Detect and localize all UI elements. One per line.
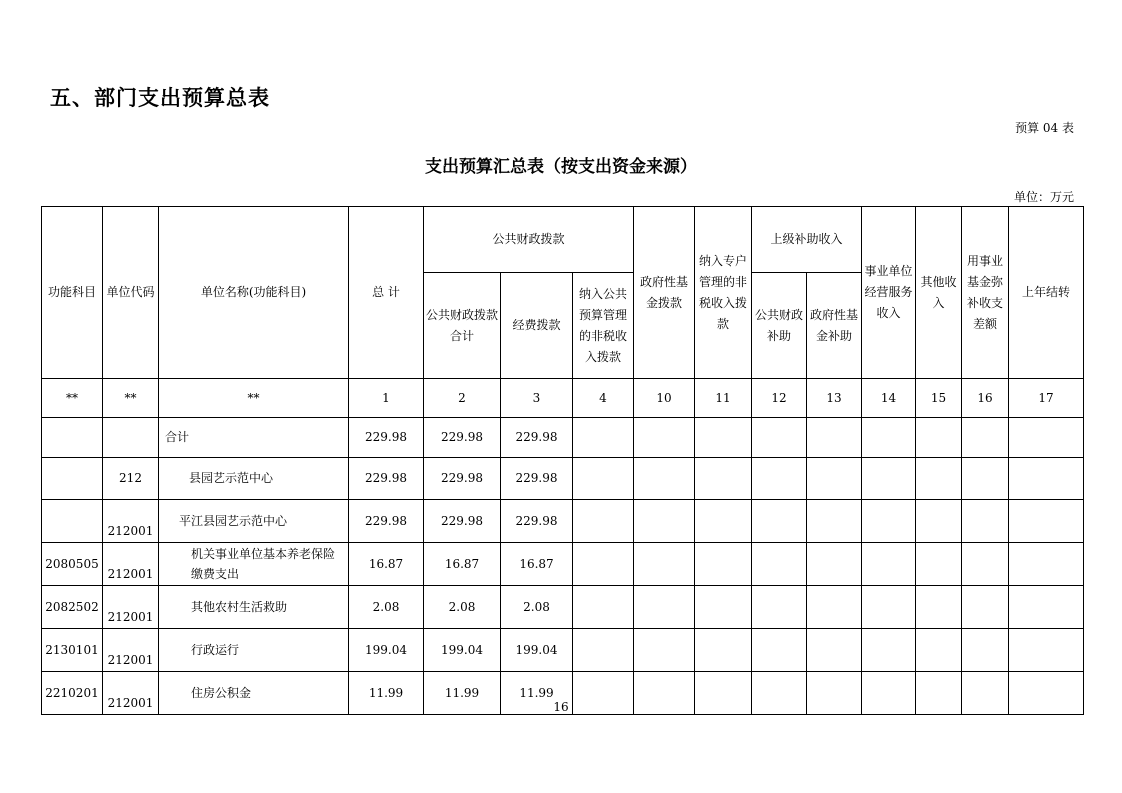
unit-name-cell: 机关事业单位基本养老保险缴费支出 [159, 543, 349, 586]
unit-code-cell: 212001 [103, 586, 159, 629]
pf-total-cell: 11.99 [424, 672, 501, 715]
func-code-cell: 2210201 [42, 672, 103, 715]
table-row-total [42, 418, 1084, 458]
header-unit-code: 单位代码 [103, 207, 159, 379]
func-code-cell: 2130101 [42, 629, 103, 672]
pf-total-cell: 229.98 [424, 418, 501, 458]
func-code-cell [42, 418, 103, 458]
header-nontax: 纳入公共预算管理的非税收入拨款 [573, 273, 634, 379]
col-number: 15 [916, 379, 962, 418]
funding-cell: 229.98 [501, 500, 573, 543]
header-gov-fund-subsidy: 政府性基金补助 [807, 273, 862, 379]
funding-cell: 199.04 [501, 629, 573, 672]
header-unit-name: 单位名称(功能科目) [159, 207, 349, 379]
header-public-finance-total: 公共财政拨款合计 [424, 273, 501, 379]
unit-name-cell: 平江县园艺示范中心 [159, 500, 349, 543]
funding-cell: 11.99 [501, 672, 573, 715]
col-number: 3 [501, 379, 573, 418]
unit-name-cell: 合计 [159, 418, 349, 458]
func-code-cell: 2080505 [42, 543, 103, 586]
unit-code-cell: 212 [103, 458, 159, 500]
pf-total-cell: 229.98 [424, 458, 501, 500]
col-number: ** [103, 379, 159, 418]
table-row [42, 500, 1084, 543]
func-code-cell [42, 500, 103, 543]
col-number: 13 [807, 379, 862, 418]
header-reserve-fund: 用事业基金弥补收支差额 [962, 207, 1009, 379]
col-number: 1 [349, 379, 424, 418]
total-cell: 229.98 [349, 458, 424, 500]
header-business-income: 事业单位经营服务收入 [862, 207, 916, 379]
col-number: 12 [752, 379, 807, 418]
column-number-row [42, 379, 1084, 418]
header-carryover: 上年结转 [1009, 207, 1084, 379]
total-cell: 11.99 [349, 672, 424, 715]
unit-code-cell: 212001 [103, 500, 159, 543]
funding-cell: 229.98 [501, 458, 573, 500]
header-total: 总 计 [349, 207, 424, 379]
pf-total-cell: 199.04 [424, 629, 501, 672]
header-func-code: 功能科目 [42, 207, 103, 379]
col-number: 4 [573, 379, 634, 418]
col-number: 2 [424, 379, 501, 418]
pf-total-cell: 16.87 [424, 543, 501, 586]
unit-label: 单位：万元 [1013, 190, 1074, 204]
header-public-subsidy: 公共财政补助 [752, 273, 807, 379]
header-other-income: 其他收入 [916, 207, 962, 379]
header-gov-fund: 政府性基金拨款 [634, 207, 695, 379]
header-row-1 [42, 207, 1084, 273]
funding-cell: 16.87 [501, 543, 573, 586]
form-number: 预算 04 表 [1015, 121, 1074, 135]
page-number: 16 [553, 700, 569, 714]
table-row [42, 629, 1084, 672]
header-superior-subsidy: 上级补助收入 [752, 207, 862, 273]
unit-code-cell: 212001 [103, 629, 159, 672]
funding-cell: 2.08 [501, 586, 573, 629]
table-row [42, 458, 1084, 500]
header-funding: 经费拨款 [501, 273, 573, 379]
funding-cell: 229.98 [501, 418, 573, 458]
unit-name-cell: 县园艺示范中心 [159, 458, 349, 500]
table-title: 支出预算汇总表（按支出资金来源） [425, 157, 697, 177]
col-number: 17 [1009, 379, 1084, 418]
func-code-cell: 2082502 [42, 586, 103, 629]
header-special-nontax: 纳入专户管理的非税收入拨款 [695, 207, 752, 379]
header-public-finance: 公共财政拨款 [424, 207, 634, 273]
col-number: 11 [695, 379, 752, 418]
unit-name-cell: 住房公积金 [159, 672, 349, 715]
pf-total-cell: 2.08 [424, 586, 501, 629]
total-cell: 16.87 [349, 543, 424, 586]
unit-name-cell: 行政运行 [159, 629, 349, 672]
pf-total-cell: 229.98 [424, 500, 501, 543]
col-number: 14 [862, 379, 916, 418]
unit-name-cell: 其他农村生活救助 [159, 586, 349, 629]
col-number: 10 [634, 379, 695, 418]
table-row [42, 586, 1084, 629]
col-number: ** [42, 379, 103, 418]
unit-code-cell: 212001 [103, 543, 159, 586]
unit-code-cell: 212001 [103, 672, 159, 715]
budget-table [41, 206, 1084, 715]
page-heading: 五、部门支出预算总表 [50, 86, 270, 110]
total-cell: 199.04 [349, 629, 424, 672]
total-cell: 229.98 [349, 418, 424, 458]
col-number: 16 [962, 379, 1009, 418]
total-cell: 229.98 [349, 500, 424, 543]
func-code-cell [42, 458, 103, 500]
table-row [42, 543, 1084, 586]
unit-code-cell [103, 418, 159, 458]
col-number: ** [159, 379, 349, 418]
total-cell: 2.08 [349, 586, 424, 629]
